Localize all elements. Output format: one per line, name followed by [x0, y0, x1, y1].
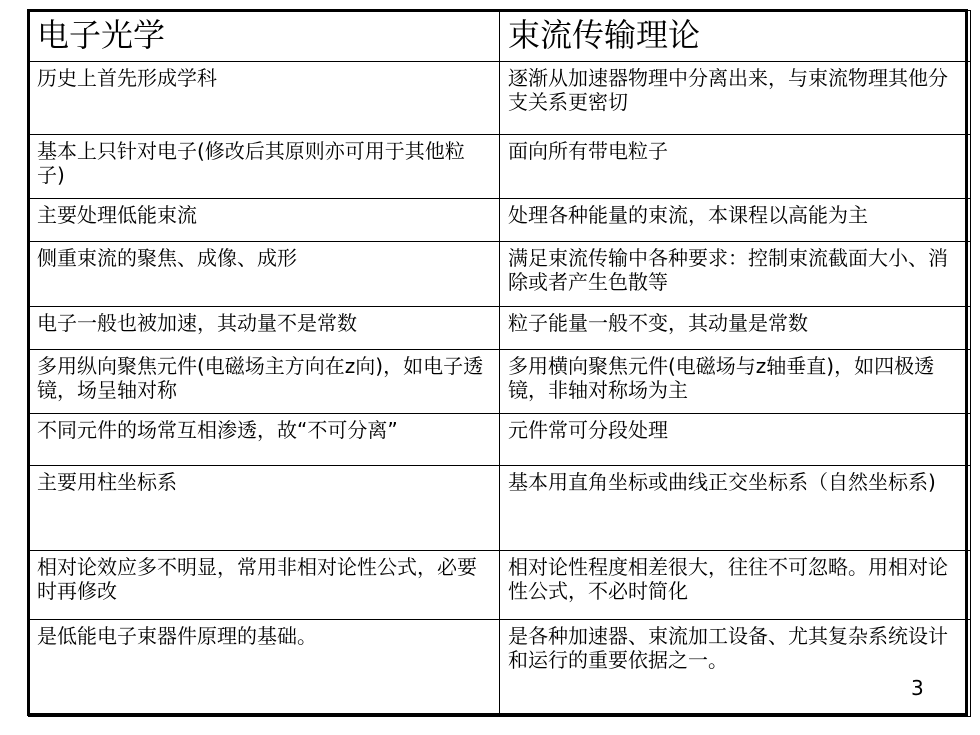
table-cell: 逐渐从加速器物理中分离出来，与束流物理其他分支关系更密切: [500, 62, 971, 135]
table-cell: 基本用直角坐标或曲线正交坐标系（自然坐标系): [500, 466, 971, 551]
table-cell: 多用纵向聚焦元件(电磁场主方向在z向)，如电子透镜，场呈轴对称: [29, 350, 500, 414]
table-row: [29, 135, 971, 199]
table-row: [29, 307, 971, 350]
table-row: [29, 466, 971, 551]
table-row: [29, 62, 971, 135]
table-cell: 不同元件的场常互相渗透，故“不可分离”: [29, 414, 500, 466]
table-cell: 基本上只针对电子(修改后其原则亦可用于其他粒子): [29, 135, 500, 199]
table-cell: 主要处理低能束流: [29, 199, 500, 242]
table-cell: 电子一般也被加速，其动量不是常数: [29, 307, 500, 350]
header-row: [29, 11, 971, 62]
table-cell: 满足束流传输中各种要求：控制束流截面大小、消除或者产生色散等: [500, 242, 971, 307]
table-cell: 元件常可分段处理: [500, 414, 971, 466]
table-cell: 侧重束流的聚焦、成像、成形: [29, 242, 500, 307]
table-row: [29, 551, 971, 620]
table-row: [29, 414, 971, 466]
table-cell: 相对论性程度相差很大，往往不可忽略。用相对论性公式，不必时简化: [500, 551, 971, 620]
table-row: [29, 350, 971, 414]
page-number: 3: [911, 676, 924, 700]
header-electron-optics: 电子光学: [29, 11, 500, 62]
table-cell: 粒子能量一般不变，其动量是常数: [500, 307, 971, 350]
table-cell: 相对论效应多不明显，常用非相对论性公式，必要时再修改: [29, 551, 500, 620]
table-cell: 是低能电子束器件原理的基础。: [29, 620, 500, 717]
table-cell: 主要用柱坐标系: [29, 466, 500, 551]
table-cell: 面向所有带电粒子: [500, 135, 971, 199]
table-row: [29, 620, 971, 717]
header-beam-transport-theory: 束流传输理论: [500, 11, 971, 62]
table-cell: 多用横向聚焦元件(电磁场与z轴垂直)，如四极透镜，非轴对称场为主: [500, 350, 971, 414]
table-cell: 历史上首先形成学科: [29, 62, 500, 135]
table-row: [29, 242, 971, 307]
table-row: [29, 199, 971, 242]
table-cell: 处理各种能量的束流，本课程以高能为主: [500, 199, 971, 242]
comparison-table: [28, 10, 971, 717]
table-cell: 是各种加速器、束流加工设备、尤其复杂系统设计和运行的重要依据之一。: [500, 620, 971, 717]
